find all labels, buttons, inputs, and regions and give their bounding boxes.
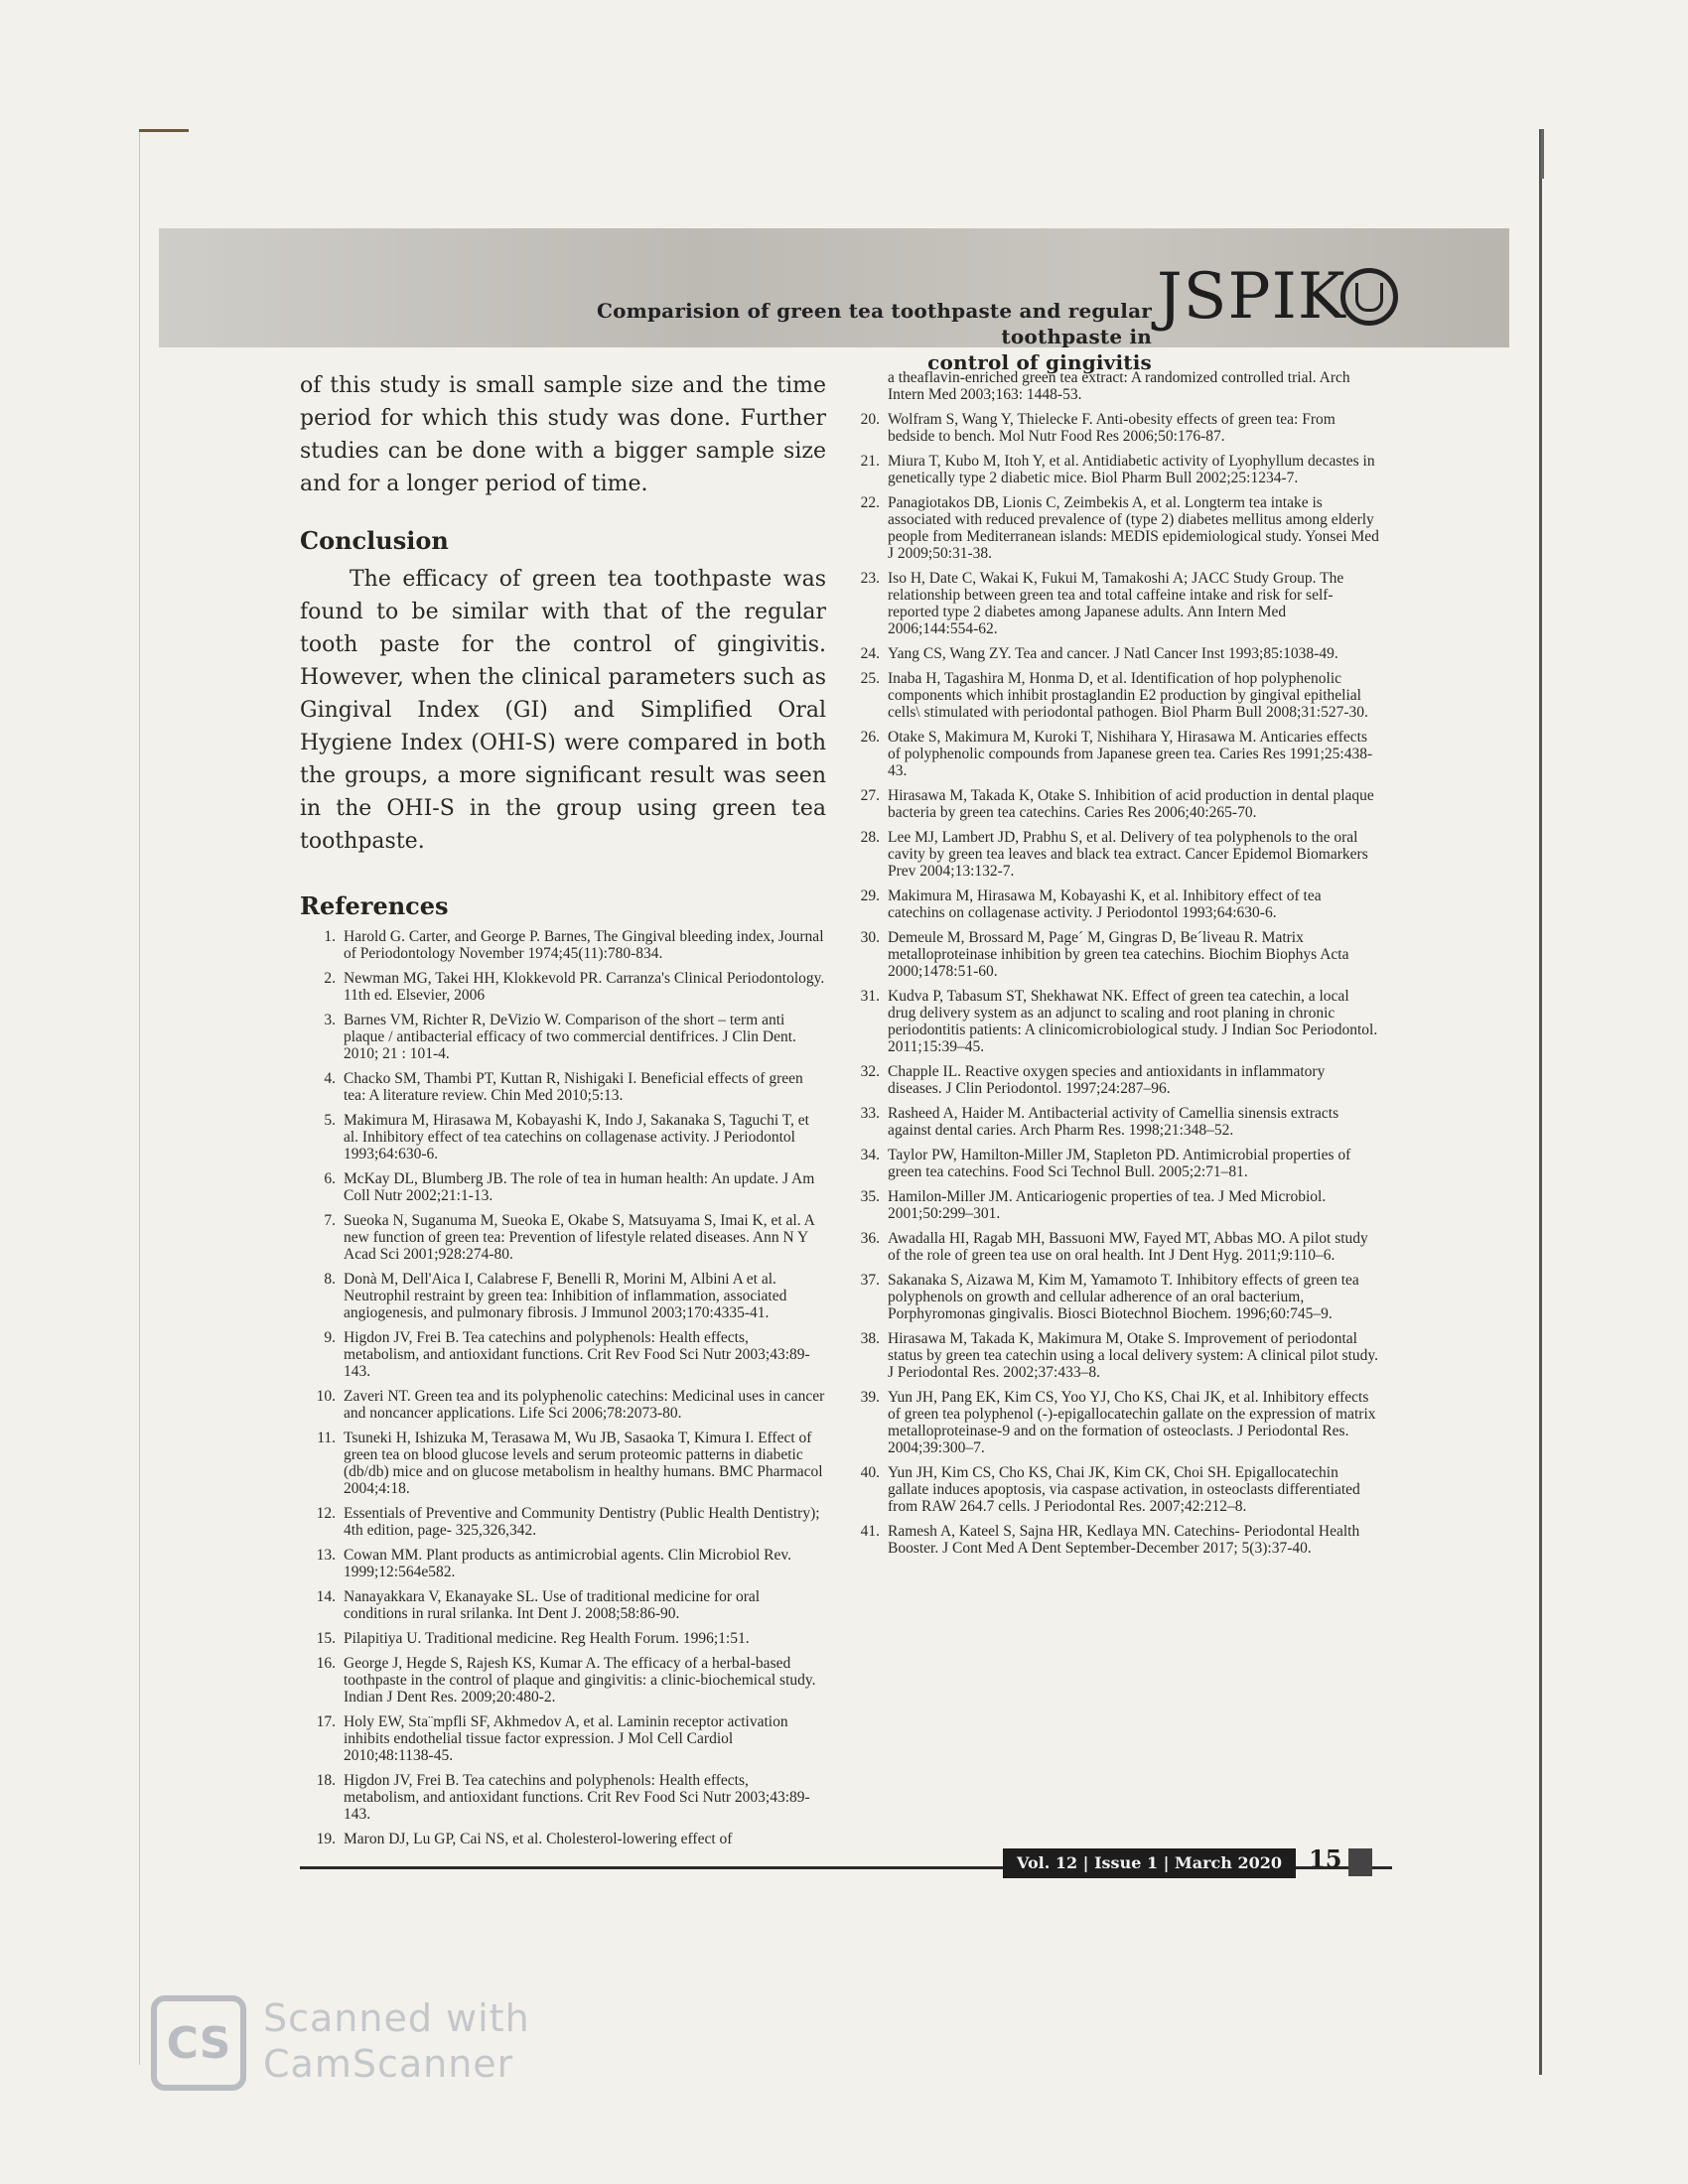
- reference-text: Zaveri NT. Green tea and its polyphenolic catechins: Medicinal uses in cancer and noncancer applications. Life Sci 2006;78:2073-80.: [344, 1388, 825, 1422]
- reference-item: [844, 1147, 1380, 1180]
- reference-item: [300, 1271, 826, 1321]
- left-column: [300, 369, 826, 1855]
- page-marker: [1348, 1848, 1372, 1876]
- reference-text: Tsuneki H, Ishizuka M, Terasawa M, Wu JB, Sasaoka T, Kimura I. Effect of green tea on blood glucose levels and serum proteomic patterns in diabetic (db/db) mice and on glucose metabolism in healthy humans. BMC Pharmacol 2004;4:18.: [344, 1430, 823, 1497]
- reference-number: 9.: [324, 1329, 336, 1346]
- reference-text: Pilapitiya U. Traditional medicine. Reg Health Forum. 1996;1:51.: [344, 1630, 750, 1647]
- reference-text: Chapple IL. Reactive oxygen species and antioxidants in inflammatory diseases. J Clin Periodontol. 1997;24:287–96.: [888, 1063, 1326, 1097]
- reference-item: [844, 988, 1380, 1055]
- reference-text: Hirasawa M, Takada K, Otake S. Inhibition of acid production in dental plaque bacteria by green tea catechins. Caries Res 2006;40:265-70.: [888, 787, 1374, 821]
- reference-item: [300, 1012, 826, 1062]
- reference-number: 41.: [860, 1523, 880, 1540]
- reference-number: 6.: [324, 1170, 336, 1187]
- camscanner-logo-icon: CS: [151, 1995, 246, 2091]
- reference-item: [844, 887, 1380, 921]
- reference-item: [844, 1389, 1380, 1456]
- running-title-line1: Comparision of green tea toothpaste and regular toothpaste in: [596, 299, 1152, 348]
- reference-number: 32.: [860, 1063, 880, 1080]
- reference-number: 39.: [860, 1389, 880, 1406]
- reference-item: [300, 1329, 826, 1380]
- reference-number: 27.: [860, 787, 880, 804]
- reference-item: [844, 929, 1380, 980]
- reference-item: [300, 1430, 826, 1497]
- reference-text: Hirasawa M, Takada K, Makimura M, Otake S. Improvement of periodontal status by green tea catechin using a local delivery system: A clinical pilot study. J Periodontal Res. 2002;37:433–8.: [888, 1330, 1379, 1381]
- reference-text: George J, Hegde S, Rajesh KS, Kumar A. The efficacy of a herbal-based toothpaste in the control of plaque and gingivitis: a clinic-biochemical study. Indian J Dent Res. 2009;20:480-2.: [344, 1655, 816, 1706]
- reference-text: Yun JH, Pang EK, Kim CS, Yoo YJ, Cho KS, Chai JK, et al. Inhibitory effects of green tea polyphenol (-)-epigallocatechin gallate on the expression of matrix metalloproteinase-9 and on the formation of osteoclasts. J Periodontal Res. 2004;39:300–7.: [888, 1389, 1376, 1456]
- scan-corner-mark-right: [1525, 129, 1544, 179]
- reference-item: [844, 411, 1380, 445]
- reference-number: 8.: [324, 1271, 336, 1288]
- reference-number: 11.: [317, 1430, 336, 1446]
- reference-number: 37.: [860, 1272, 880, 1289]
- reference-item: [300, 1772, 826, 1823]
- reference-item: [300, 1713, 826, 1764]
- reference-number: 21.: [860, 453, 880, 470]
- reference-text: Wolfram S, Wang Y, Thielecke F. Anti-obesity effects of green tea: From bedside to bench. Mol Nutr Food Res 2006;50:176-87.: [888, 411, 1336, 445]
- reference-number: 33.: [860, 1105, 880, 1122]
- reference-item: [844, 645, 1380, 662]
- reference-item: [300, 1212, 826, 1263]
- reference-text: Demeule M, Brossard M, Page´ M, Gingras D, Be´liveau R. Matrix metalloproteinase inhibition by green tea catechins. Biochim Biophys Acta 2000;1478:51-60.: [888, 929, 1349, 980]
- reference-item: [300, 1655, 826, 1706]
- reference-text: Miura T, Kubo M, Itoh Y, et al. Antidiabetic activity of Lyophyllum decastes in genetically type 2 diabetic mice. Biol Pharm Bull 2002;25:1234-7.: [888, 453, 1375, 486]
- reference-text: Rasheed A, Haider M. Antibacterial activity of Camellia sinensis extracts against dental caries. Arch Pharm Res. 1998;21:348–52.: [888, 1105, 1339, 1139]
- reference-text: Awadalla HI, Ragab MH, Bassuoni MW, Fayed MT, Abbas MO. A pilot study of the role of green tea use on oral health. Int J Dent Hyg. 2011;9:110–6.: [888, 1230, 1368, 1264]
- reference-number: 29.: [860, 887, 880, 904]
- reference-item: [844, 1063, 1380, 1097]
- reference-text: Ramesh A, Kateel S, Sajna HR, Kedlaya MN. Catechins- Periodontal Health Booster. J Cont Med A Dent September-December 2017; 5(3):37-40.: [888, 1523, 1360, 1557]
- reference-19-continued: a theaflavin-enriched green tea extract: A randomized controlled trial. Arch Intern Med 2003;163: 1448-53.: [888, 369, 1350, 403]
- reference-number: 16.: [316, 1655, 336, 1672]
- reference-item: [844, 787, 1380, 821]
- scan-corner-mark: [139, 129, 189, 132]
- volume-issue-badge: Vol. 12 | Issue 1 | March 2020: [1003, 1848, 1296, 1878]
- reference-number: 24.: [860, 645, 880, 662]
- reference-number: 10.: [316, 1388, 336, 1405]
- intro-paragraph: of this study is small sample size and the time period for which this study was done. Further studies can be done with a bigger sample size and for a longer period of time.: [300, 373, 826, 496]
- camscanner-watermark: [263, 1995, 530, 2087]
- reference-item: [844, 1464, 1380, 1515]
- reference-number: 31.: [860, 988, 880, 1005]
- reference-text: Makimura M, Hirasawa M, Kobayashi K, Indo J, Sakanaka S, Taguchi T, et al. Inhibitory effect of tea catechins on collagenase activity. J Periodontol 1993;64:630-6.: [344, 1112, 809, 1162]
- reference-item: [300, 1505, 826, 1539]
- reference-text: Yun JH, Kim CS, Cho KS, Chai JK, Kim CK, Choi SH. Epigallocatechin gallate induces apoptosis, via caspase activation, in osteoclasts differentiated from RAW 264.7 cells. J Periodontal Res. 2007;42:212–8.: [888, 1464, 1360, 1515]
- journal-seal-icon: [1340, 268, 1398, 326]
- reference-item: [844, 1272, 1380, 1322]
- reference-item: [844, 1523, 1380, 1557]
- reference-text: Cowan MM. Plant products as antimicrobial agents. Clin Microbiol Rev. 1999;12:564e582.: [344, 1547, 792, 1580]
- reference-item: [844, 1230, 1380, 1264]
- reference-list-left: [300, 928, 826, 1847]
- reference-number: 18.: [316, 1772, 336, 1789]
- reference-number: 25.: [860, 670, 880, 687]
- watermark-line1: Scanned with: [263, 1996, 530, 2040]
- reference-number: 1.: [324, 928, 336, 945]
- reference-item: [844, 829, 1380, 880]
- reference-text: Essentials of Preventive and Community Dentistry (Public Health Dentistry); 4th edition, page- 325,326,342.: [344, 1505, 820, 1539]
- reference-number: 20.: [860, 411, 880, 428]
- reference-text: Sakanaka S, Aizawa M, Kim M, Yamamoto T. Inhibitory effects of green tea polyphenols on growth and cellular adherence of an oral bacterium, Porphyromonas gingivalis. Biosci Biotechnol Biochem. 1996;60:745–9.: [888, 1272, 1359, 1322]
- page-number: 15: [1309, 1844, 1342, 1873]
- reference-number: 19.: [316, 1831, 336, 1847]
- reference-text: Harold G. Carter, and George P. Barnes, The Gingival bleeding index, Journal of Periodontology November 1974;45(11):780-834.: [344, 928, 824, 962]
- reference-item: [300, 1388, 826, 1422]
- reference-number: 22.: [860, 494, 880, 511]
- reference-number: 2.: [324, 970, 336, 987]
- reference-item: [844, 729, 1380, 779]
- reference-item: [844, 1330, 1380, 1381]
- reference-text: Taylor PW, Hamilton-Miller JM, Stapleton PD. Antimicrobial properties of green tea catechins. Food Sci Technol Bull. 2005;2:71–81.: [888, 1147, 1351, 1180]
- conclusion-paragraph: The efficacy of green tea toothpaste was found to be similar with that of the regular tooth paste for the control of gingivitis. However, when the clinical parameters such as Gingival Index (GI) and Simplified Oral Hygiene Index (OHI-S) were compared in both the groups, a more significant result was seen in the OHI-S in the group using green tea toothpaste.: [300, 567, 826, 854]
- reference-text: Makimura M, Hirasawa M, Kobayashi K, et al. Inhibitory effect of tea catechins on collagenase activity. J Periodontol 1993;64:630-6.: [888, 887, 1322, 921]
- reference-text: Yang CS, Wang ZY. Tea and cancer. J Natl Cancer Inst 1993;85:1038-49.: [888, 645, 1338, 662]
- reference-text: Holy EW, Sta¨mpfli SF, Akhmedov A, et al. Laminin receptor activation inhibits endothelial tissue factor expression. J Mol Cell Cardiol 2010;48:1138-45.: [344, 1713, 788, 1764]
- reference-number: 3.: [324, 1012, 336, 1028]
- reference-item: [300, 1112, 826, 1162]
- reference-text: Nanayakkara V, Ekanayake SL. Use of traditional medicine for oral conditions in rural srilanka. Int Dent J. 2008;58:86-90.: [344, 1588, 761, 1622]
- reference-text: Kudva P, Tabasum ST, Shekhawat NK. Effect of green tea catechin, a local drug delivery system as an adjunct to scaling and root planing in chronic periodontitis patients: A clinicomicrobiological study. J Indian Soc Periodontol. 2011;15:39–45.: [888, 988, 1378, 1055]
- reference-number: 35.: [860, 1188, 880, 1205]
- reference-number: 34.: [860, 1147, 880, 1163]
- reference-item: [844, 570, 1380, 637]
- reference-text: Otake S, Makimura M, Kuroki T, Nishihara Y, Hirasawa M. Anticaries effects of polyphenolic compounds from Japanese green tea. Caries Res 1991;25:438-43.: [888, 729, 1373, 779]
- journal-logo: JSPIK: [1157, 260, 1346, 334]
- running-title-line2: control of gingivitis: [927, 350, 1152, 374]
- reference-number: 7.: [324, 1212, 336, 1229]
- reference-number: 38.: [860, 1330, 880, 1347]
- reference-item: [300, 1831, 826, 1847]
- reference-text: Chacko SM, Thambi PT, Kuttan R, Nishigaki I. Beneficial effects of green tea: A literature review. Chin Med 2010;5:13.: [344, 1070, 803, 1104]
- reference-number: 5.: [324, 1112, 336, 1129]
- scan-right-edge: [1539, 129, 1542, 2075]
- reference-item: [300, 970, 826, 1004]
- reference-number: 4.: [324, 1070, 336, 1087]
- reference-item: [844, 670, 1380, 721]
- right-column: [844, 369, 1380, 1565]
- reference-text: Higdon JV, Frei B. Tea catechins and polyphenols: Health effects, metabolism, and antioxidant functions. Crit Rev Food Sci Nutr 2003;43:89-143.: [344, 1329, 810, 1380]
- reference-text: Hamilon-Miller JM. Anticariogenic properties of tea. J Med Microbiol. 2001;50:299–301.: [888, 1188, 1327, 1222]
- references-heading: References: [300, 891, 449, 920]
- reference-text: Maron DJ, Lu GP, Cai NS, et al. Cholesterol-lowering effect of: [344, 1831, 733, 1847]
- reference-item: [300, 1630, 826, 1647]
- reference-number: 12.: [316, 1505, 336, 1522]
- reference-text: Higdon JV, Frei B. Tea catechins and polyphenols: Health effects, metabolism, and antioxidant functions. Crit Rev Food Sci Nutr 2003;43:89-143.: [344, 1772, 810, 1823]
- watermark-line2: CamScanner: [263, 2042, 514, 2086]
- reference-text: Iso H, Date C, Wakai K, Fukui M, Tamakoshi A; JACC Study Group. The relationship between green tea and total caffeine intake and risk for self-reported type 2 diabetes among Japanese adults. Ann Intern Med 2006;144:554-62.: [888, 570, 1344, 637]
- reference-number: 36.: [860, 1230, 880, 1247]
- reference-item: [300, 1547, 826, 1580]
- reference-text: Newman MG, Takei HH, Klokkevold PR. Carranza's Clinical Periodontology. 11th ed. Elsevier, 2006: [344, 970, 825, 1004]
- reference-item: [844, 494, 1380, 562]
- reference-number: 30.: [860, 929, 880, 946]
- reference-number: 14.: [316, 1588, 336, 1605]
- reference-number: 13.: [316, 1547, 336, 1564]
- conclusion-heading: Conclusion: [300, 526, 449, 555]
- reference-item: [844, 1105, 1380, 1139]
- reference-text: Inaba H, Tagashira M, Honma D, et al. Identification of hop polyphenolic components which inhibit prostaglandin E2 production by gingival epithelial cells\ stimulated with periodontal pathogen. Biol Pharm Bull 2008;31:527-30.: [888, 670, 1368, 721]
- reference-number: 15.: [316, 1630, 336, 1647]
- reference-text: Lee MJ, Lambert JD, Prabhu S, et al. Delivery of tea polyphenols to the oral cavity by green tea leaves and black tea extract. Cancer Epidemol Biomarkers Prev 2004;13:132-7.: [888, 829, 1368, 880]
- reference-number: 17.: [316, 1713, 336, 1730]
- reference-text: McKay DL, Blumberg JB. The role of tea in human health: An update. J Am Coll Nutr 2002;21:1-13.: [344, 1170, 815, 1204]
- running-title: [477, 298, 1152, 375]
- reference-number: 28.: [860, 829, 880, 846]
- reference-item: [300, 1588, 826, 1622]
- reference-text: Panagiotakos DB, Lionis C, Zeimbekis A, et al. Longterm tea intake is associated with reduced prevalence of (type 2) diabetes mellitus among elderly people from Mediterranean islands: MEDIS epidemiological study. Yonsei Med J 2009;50:31-38.: [888, 494, 1379, 562]
- reference-item: [844, 1188, 1380, 1222]
- reference-text: Donà M, Dell'Aica I, Calabrese F, Benelli R, Morini M, Albini A et al. Neutrophil restraint by green tea: Inhibition of inflammation, associated angiogenesis, and pulmonary fibrosis. J Immunol 2003;170:4335-41.: [344, 1271, 787, 1321]
- reference-text: Sueoka N, Suganuma M, Sueoka E, Okabe S, Matsuyama S, Imai K, et al. A new function of green tea: Prevention of lifestyle related diseases. Ann N Y Acad Sci 2001;928:274-80.: [344, 1212, 814, 1263]
- scan-left-edge: [139, 129, 140, 2065]
- reference-item: [844, 453, 1380, 486]
- reference-list-right: [844, 411, 1380, 1557]
- reference-number: 26.: [860, 729, 880, 746]
- reference-item: [300, 1170, 826, 1204]
- reference-number: 23.: [860, 570, 880, 587]
- reference-item: [300, 1070, 826, 1104]
- reference-item: [300, 928, 826, 962]
- reference-number: 40.: [860, 1464, 880, 1481]
- reference-text: Barnes VM, Richter R, DeVizio W. Comparison of the short – term anti plaque / antibacterial efficacy of two commercial dentifrices. J Clin Dent. 2010; 21 : 101-4.: [344, 1012, 796, 1062]
